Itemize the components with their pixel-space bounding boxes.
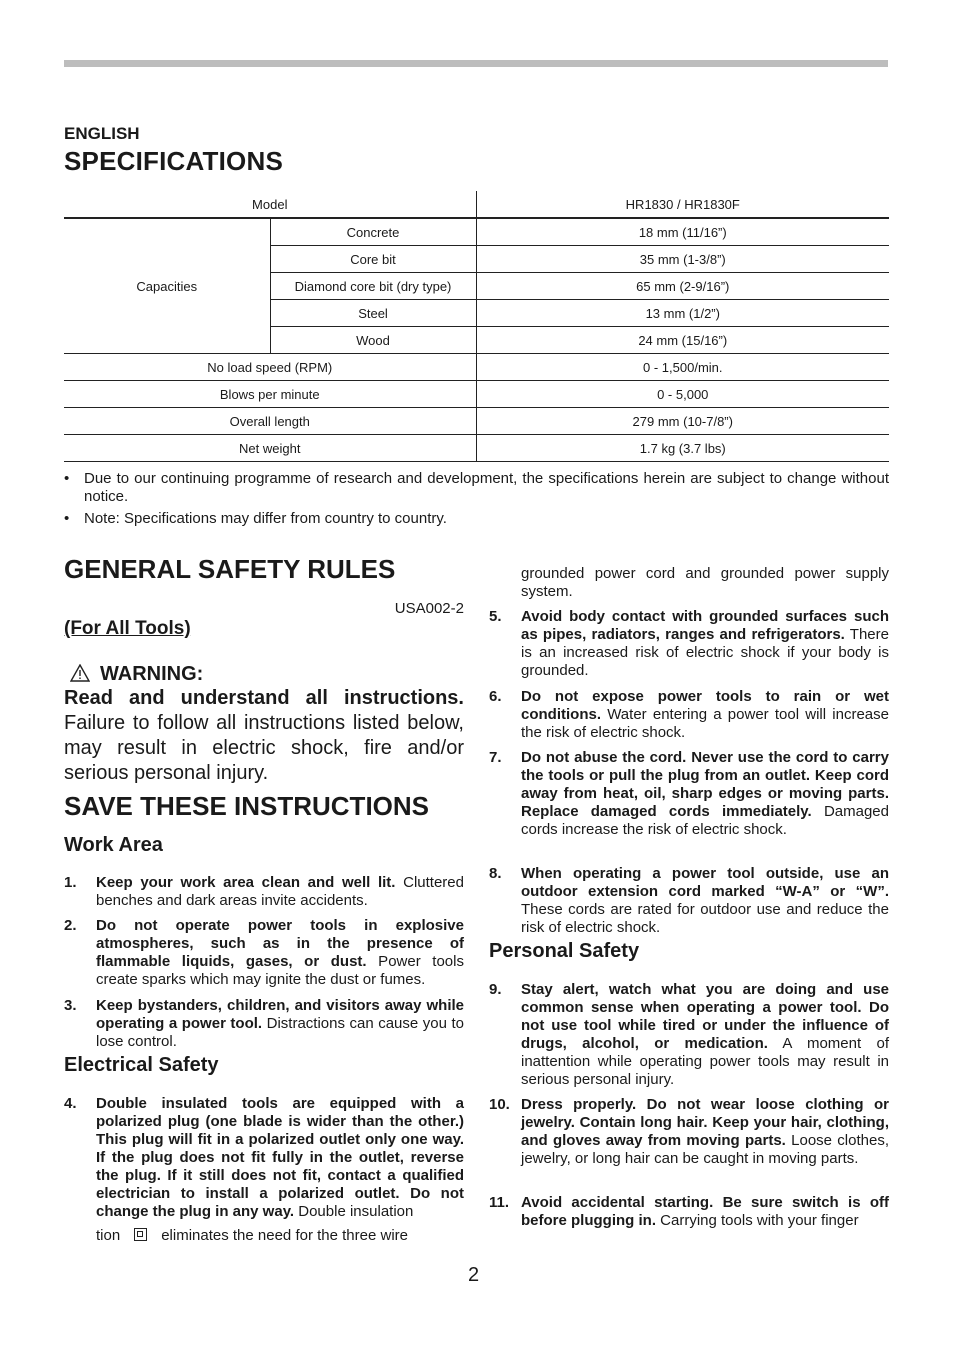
table-cell: No load speed (RPM) [64, 354, 476, 381]
top-rule [64, 60, 888, 67]
table-cell: 0 - 1,500/min. [476, 354, 889, 381]
table-cell: Concrete [270, 218, 476, 246]
bullet-icon: • [64, 510, 70, 527]
reference-code: USA002-2 [394, 600, 464, 617]
work-area-heading: Work Area [64, 834, 163, 856]
table-cell: Net weight [64, 435, 476, 462]
warning-label: WARNING: [100, 663, 204, 685]
list-item: 7. Do not abuse the cord. Never use the cord to carry the tools or pull the plug from an outlet. Keep cord away from heat, oil, sharp edges or moving parts. Replace damaged cords immediately. Damaged cords increase the risk of electric shock. [489, 749, 889, 838]
table-cell: Wood [270, 327, 476, 354]
table-cell: Core bit [270, 246, 476, 273]
table-cell: 65 mm (2-9/16”) [476, 273, 889, 300]
table-cell: Overall length [64, 408, 476, 435]
list-item: 8. When operating a power tool outside, use an outdoor extension cord marked “W-A” or “W”. These cords are rated for outdoor use and reduce the risk of electric shock. [489, 865, 889, 936]
table-row [64, 435, 889, 462]
list-item: 11. Avoid accidental starting. Be sure switch is off before plugging in. Carrying tools with your finger [489, 1194, 889, 1229]
read-instructions-paragraph [64, 686, 464, 786]
page-number: 2 [468, 1264, 480, 1286]
table-cell: 0 - 5,000 [476, 381, 889, 408]
specifications-table [64, 191, 889, 462]
page-title: SPECIFICATIONS [64, 146, 284, 176]
table-cell: 35 mm (1-3/8”) [476, 246, 889, 273]
table-cell: Blows per minute [64, 381, 476, 408]
table-cell: 13 mm (1/2”) [476, 300, 889, 327]
read-instructions-bold: Read and understand all instructions. [64, 687, 464, 709]
list-item: 10. Dress properly. Do not wear loose clothing or jewelry. Contain long hair. Keep your hair, clothing, and gloves away from moving parts. Loose clothes, jewelry, or long hair can be caught in moving parts. [489, 1096, 890, 1167]
list-item: 3. Keep bystanders, children, and visitors away while operating a power tool. Distractions can cause you to lose control. [64, 997, 464, 1050]
general-safety-rules-heading: GENERAL SAFETY RULES [64, 554, 396, 584]
warning-triangle-icon [70, 664, 90, 685]
table-cell: 1.7 kg (3.7 lbs) [476, 435, 889, 462]
table-cell: Capacities [64, 218, 270, 354]
table-cell: Steel [270, 300, 476, 327]
list-item: • Note: Specifications may differ from country to country. [64, 510, 447, 527]
table-cell: 18 mm (11/16”) [476, 218, 889, 246]
warning-line [70, 664, 203, 685]
list-item: 4. Double insulated tools are equipped with a polarized plug (one blade is wider than the other.) This plug will fit in a polarized outlet only one way. If the plug does not fit fully in the outlet, reverse the plug. If it still does not fit, contact a qualified electrician to install a polarized outlet. Do not change the plug in any way. Double insulation tion eliminates the need for the three wire [64, 1095, 464, 1244]
list-item: 6. Do not expose power tools to rain or wet conditions. Water entering a power tool will increase the risk of electric shock. [489, 688, 889, 741]
electrical-safety-heading: Electrical Safety [64, 1054, 219, 1076]
spec-notes [64, 470, 889, 532]
for-all-tools-subtitle: (For All Tools) [64, 618, 191, 639]
save-instructions-heading: SAVE THESE INSTRUCTIONS [64, 791, 430, 821]
read-instructions-text: Failure to follow all instructions listed below, may result in electric shock, fire and/or serious personal injury. [64, 712, 464, 784]
double-insulation-icon [134, 1228, 147, 1241]
list-item: 1. Keep your work area clean and well lit. Cluttered benches and dark areas invite accidents. [64, 874, 464, 909]
table-row [64, 381, 889, 408]
list-item: 9. Stay alert, watch what you are doing and use common sense when operating a power tool. Do not use tool while tired or under the influence of drugs, alcohol, or medication. A moment of inattention while operating power tools may result in serious personal injury. [489, 981, 889, 1088]
table-cell: Diamond core bit (dry type) [270, 273, 476, 300]
list-item: 5. Avoid body contact with grounded surfaces such as pipes, radiators, ranges and refrigerators. There is an increased risk of electric shock if your body is grounded. [489, 608, 889, 679]
table-row [64, 218, 889, 246]
table-row [64, 408, 889, 435]
list-item: 2. Do not operate power tools in explosive atmospheres, such as in the presence of flammable liquids, gases, or dust. Power tools create sparks which may ignite the dust or fumes. [64, 917, 464, 988]
table-cell: Model [64, 191, 476, 218]
list-item: • Due to our continuing programme of research and development, the specifications herein are subject to change without notice. [64, 470, 889, 505]
bullet-icon: • [64, 470, 70, 487]
personal-safety-heading: Personal Safety [489, 940, 640, 962]
language-label: ENGLISH [64, 124, 140, 143]
table-row [64, 354, 889, 381]
table-cell: 24 mm (15/16”) [476, 327, 889, 354]
table-row [64, 191, 889, 218]
table-cell: HR1830 / HR1830F [476, 191, 889, 218]
table-cell: 279 mm (10-7/8”) [476, 408, 889, 435]
list-item: grounded power cord and grounded power supply system. [521, 565, 889, 600]
